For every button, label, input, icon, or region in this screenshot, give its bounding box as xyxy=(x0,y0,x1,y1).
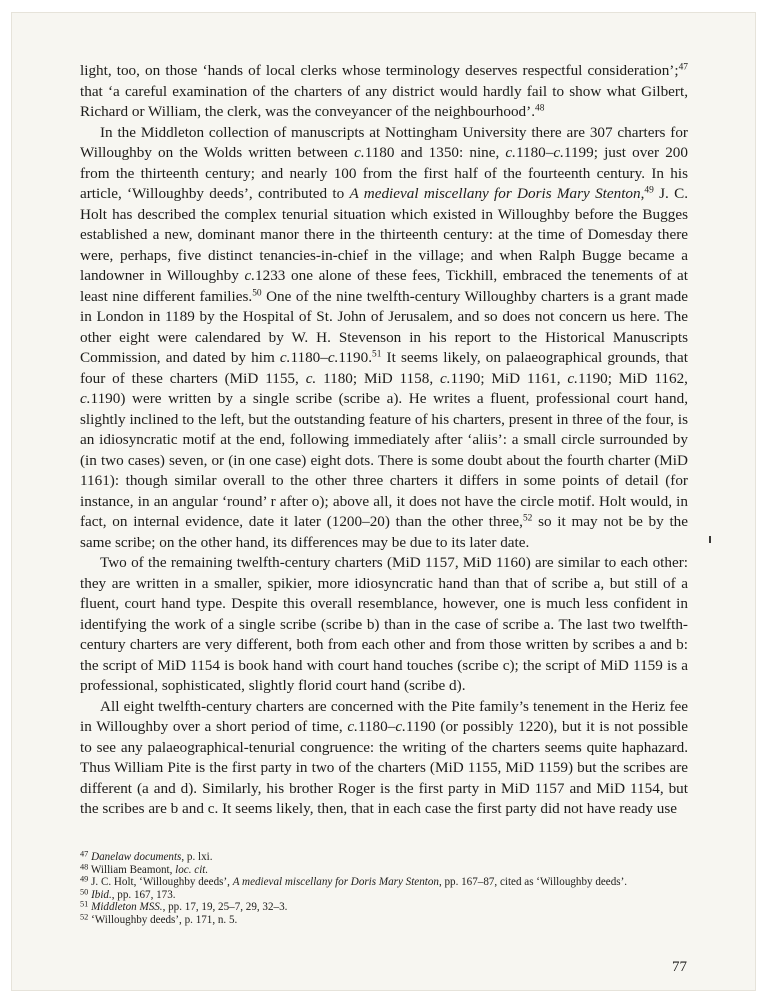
text-run: , xyxy=(640,185,645,202)
footnote-ref: 47 xyxy=(80,849,89,859)
footnote-ref: 50 xyxy=(80,887,89,897)
text-run: 1190; MiD 1161, xyxy=(450,369,568,387)
italic-text: c. xyxy=(80,390,91,407)
italic-text: c. xyxy=(347,718,358,735)
italic-text: loc. cit. xyxy=(175,863,209,876)
paragraph xyxy=(80,123,688,554)
text-run: 1180 and 1350: nine, xyxy=(364,144,506,161)
text-run: One of the nine twelfth-century Willoughby charters is a grant made in London in 1189 by the Hospital of St. John of Jerusalem, and so does not concern us here. The other eight were calendared by W. H. Stevenson in his report to the Historical Manuscripts Commission, and dated by him xyxy=(80,287,688,366)
paragraph xyxy=(80,553,688,697)
text-run: , pp. 17, 19, 25–7, 29, 32–3. xyxy=(162,901,288,914)
text-run: All eight twelfth-century charters are concerned with the Pite family’s tenement in the Heriz fee in Willoughby over a short period of time, xyxy=(80,697,688,735)
italic-text: c. xyxy=(244,267,256,284)
footnote xyxy=(80,914,688,927)
text-run: Two of the remaining twelfth-century charters (MiD 1157, MiD 1160) are similar to each other: they are written in a smaller, spikier, more idiosyncratic hand than that of scribe a, but still of a fluent, court hand type. Despite this overall resemblance, however, one is much less confident in identifying the work of a single scribe (scribe b) than in the case of scribe a. The last two twelfth-century charters are very different, both from each other and from those written by scribes a and b: the script of MiD 1154 is book hand with court hand touches (scribe c); the script of MiD 1159 is a professional, sophisticated, slightly florid court hand (scribe d). xyxy=(80,554,688,694)
text-run: ‘Willoughby deeds’, p. 171, n. 5. xyxy=(88,913,238,926)
italic-text: c. xyxy=(505,144,516,161)
footnote-ref: 51 xyxy=(80,899,89,909)
italic-text: Ibid. xyxy=(91,888,112,901)
text-run: 1190. xyxy=(338,349,373,366)
text-run: J. C. Holt has described the complex tenurial situation which existed in Willoughby before the Bugges established a new, dominant manor there in the thirteenth century: at the time of Domesday there were, perhaps, five distinct tenancies-in-chief in the village; and when Ralph Bugge became a landowner in Willoughby xyxy=(80,185,688,284)
italic-text: c. xyxy=(439,369,451,387)
paragraph xyxy=(80,61,688,123)
italic-text: c. xyxy=(305,369,317,387)
text-run: 1180– xyxy=(357,718,396,735)
footnote xyxy=(80,851,688,864)
italic-text: Danelaw documents xyxy=(91,851,182,863)
body-text xyxy=(80,61,688,820)
footnote-ref: 50 xyxy=(252,287,262,298)
footnote-ref: 51 xyxy=(372,349,382,360)
text-run: that ‘a careful examination of the charters of any district would hardly fail to show what Gilbert, Richard or William, the clerk, was the conveyancer of the neighbourhood’. xyxy=(80,82,688,120)
text-run: , pp. 167–87, cited as ‘Willoughby deeds’. xyxy=(438,876,628,889)
text-run: light, too, on those ‘hands of local clerks whose terminology deserves respectful consideration’; xyxy=(80,62,679,79)
paragraph xyxy=(80,697,688,820)
text-run: , pp. 167, 173. xyxy=(111,888,176,901)
text-run: William Beamont, xyxy=(88,863,176,876)
italic-text: c. xyxy=(553,144,564,161)
italic-text: c. xyxy=(327,349,339,366)
footnote-ref: 48 xyxy=(80,861,89,871)
text-run: 1180– xyxy=(515,144,554,161)
text-run: 1199; just over 200 from the thirteenth century; and nearly 100 from the first half of the fourteenth century. In his article, ‘Willoughby deeds’, contributed to xyxy=(80,144,688,202)
text-run: , p. lxi. xyxy=(181,851,213,863)
footnote xyxy=(80,889,688,902)
text-run: 1180– xyxy=(290,349,328,366)
italic-text: A medieval miscellany for Doris Mary Stenton xyxy=(349,185,641,202)
footnote-ref: 49 xyxy=(644,185,654,196)
text-run: 1190 (or possibly 1220), but it is not possible to see any palaeographical-tenurial congruence: the writing of the charters seems quite haphazard. Thus William Pite is the first party in two of the charters (MiD 1155, MiD 1159) but the scribes are different (a and d). Similarly, his brother Roger is the first party in MiD 1157 and MiD 1154, but the scribes are b and c. It seems likely, then, that in each case the first party did not have ready use xyxy=(80,718,688,817)
ink-speck xyxy=(709,536,711,543)
italic-text: Middleton MSS. xyxy=(91,901,163,914)
italic-text: c. xyxy=(354,144,365,161)
footnote xyxy=(80,901,688,914)
footnote-ref: 49 xyxy=(80,874,89,884)
italic-text: A medieval miscellany for Doris Mary Stenton xyxy=(232,876,439,889)
footnote xyxy=(80,876,688,889)
text-run: 1190; MiD 1162, xyxy=(577,369,688,387)
page-number: 77 xyxy=(672,959,687,975)
text-run: J. C. Holt, ‘Willoughby deeds’, xyxy=(88,876,233,889)
footnote-ref: 47 xyxy=(678,62,688,73)
footnote-ref: 48 xyxy=(535,103,545,114)
footnotes xyxy=(80,851,688,927)
footnote-ref: 52 xyxy=(522,513,533,524)
text-run: It seems likely, on palaeographical grounds, that four of these charters (MiD 1155, xyxy=(80,349,688,387)
footnote-ref: 52 xyxy=(80,912,89,922)
text-run: 1190) were written by a single scribe (scribe a). He writes a fluent, professional court hand, slightly inclined to the left, but the outstanding feature of his charters, present in three of the four, is an idiosyncratic motif at the end, following immediately after ‘aliis’: a small circle surrounded by (in two cases) seven, or (in one case) eight dots. There is some doubt about the fourth charter (MiD 1161): though similar overall to the other three charters it differs in some points of detail (for instance, in an angular ‘round’ r after o); above all, it does not have the circle motif. Holt would, in fact, on internal evidence, date it later (1200–20) than the other three, xyxy=(80,390,688,530)
footnote xyxy=(80,861,688,877)
text-run: In the Middleton collection of manuscripts at Nottingham University there are 307 charters for Willoughby on the Wolds written between xyxy=(80,123,688,161)
italic-text: c. xyxy=(395,718,406,735)
text-run: so it may not be by the same scribe; on the other hand, its differences may be due to its later date. xyxy=(80,513,689,551)
italic-text: c. xyxy=(567,369,578,387)
text-run: 1233 one alone of these fees, Tickhill, embraced the tenements of at least nine different families. xyxy=(80,267,688,305)
book-page xyxy=(12,13,755,990)
italic-text: c. xyxy=(279,349,291,366)
text-run: 1180; MiD 1158, xyxy=(316,369,440,387)
